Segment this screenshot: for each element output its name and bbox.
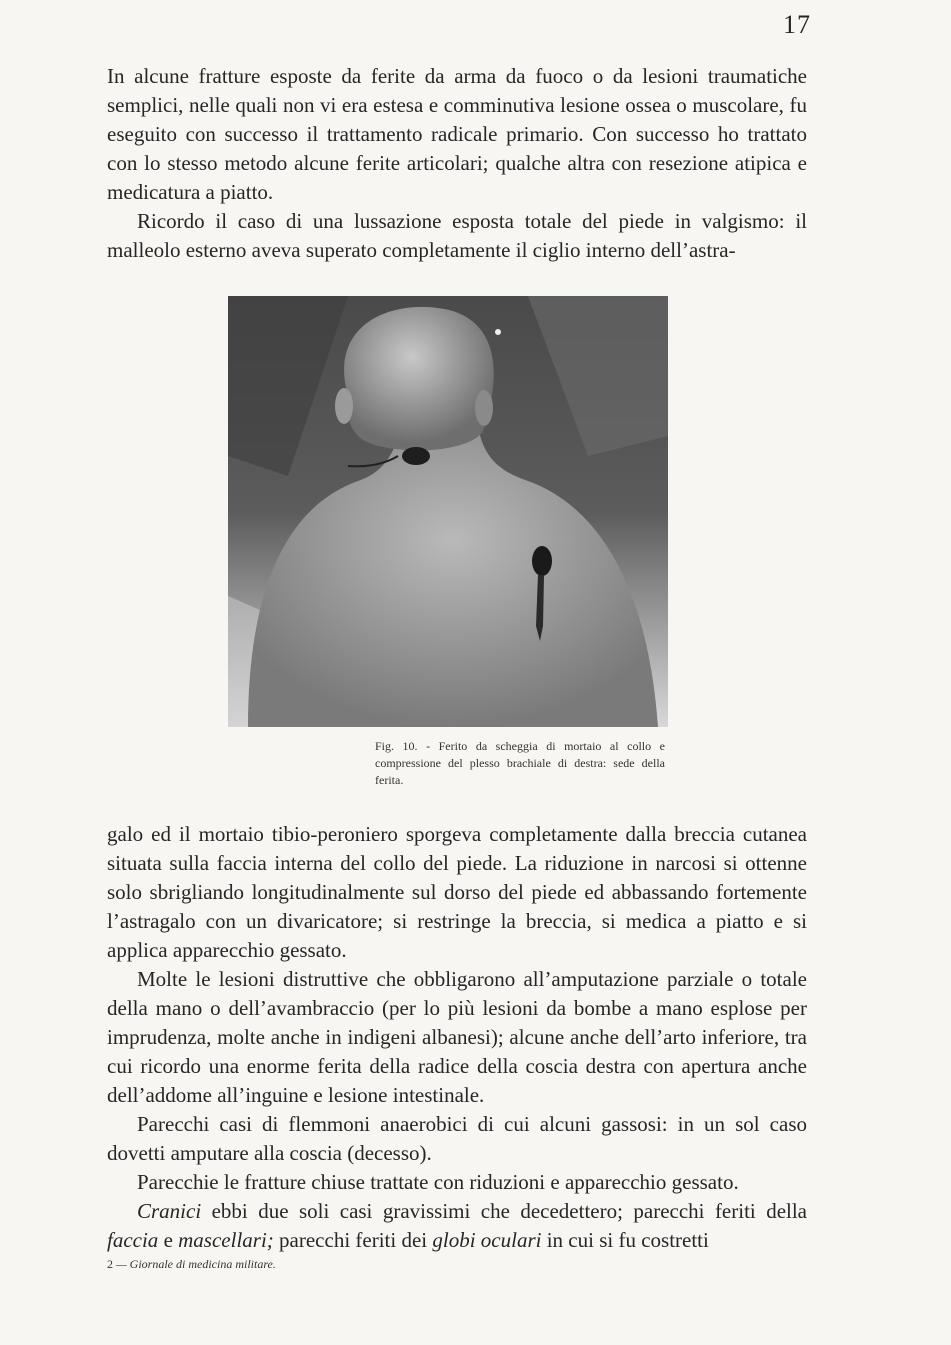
italic-term: mascellari;	[178, 1228, 274, 1252]
paragraph: In alcune fratture esposte da ferite da arma da fuoco o da lesioni traumatiche semplici, nelle quali non vi era estesa e comminutiva lesione ossea o muscolare, fu eseguito con successo il trattamento radicale primario. Con successo ho trattato con lo stesso metodo alcune ferite articolari; qualche altra con resezione atipica e medicatura a piatto.	[107, 64, 807, 204]
figure-caption: Fig. 10. - Ferito da scheggia di mortaio al collo e compressione del plesso brachiale di destra: sede della ferita.	[375, 739, 665, 787]
footer-signature	[107, 1257, 276, 1272]
text-run: e	[158, 1228, 179, 1252]
paragraph: Ricordo il caso di una lussazione esposta totale del piede in valgismo: il malleolo esterno aveva superato completamente il ciglio interno dell’astra-	[107, 209, 807, 262]
italic-term: faccia	[107, 1228, 159, 1252]
italic-term: globi oculari	[432, 1228, 542, 1252]
paragraph: Parecchie le fratture chiuse trattate con riduzioni e apparecchio gessato.	[137, 1170, 739, 1194]
text-run: ebbi due soli casi gravissimi che decedettero; parecchi feriti della	[201, 1199, 807, 1223]
text-run: in cui si fu costretti	[541, 1228, 709, 1252]
signature-number: 2	[107, 1257, 113, 1271]
paragraph: Parecchi casi di flemmoni anaerobici di cui alcuni gassosi: in un sol caso dovetti amputare alla coscia (decesso).	[107, 1112, 807, 1165]
paragraph: Molte le lesioni distruttive che obbligarono all’amputazione parziale o totale della mano o dell’avambraccio (per lo più lesioni da bombe a mano esplose per imprudenza, molte anche in indigeni albanesi); alcune anche dell’arto inferiore, tra cui ricordo una enorme ferita della radice della coscia destra con apertura anche dell’addome all’inguine e lesione intestinale.	[107, 967, 807, 1107]
italic-term: Cranici	[137, 1199, 202, 1223]
figure-photo	[228, 296, 668, 727]
photo-patient-back	[228, 296, 668, 727]
paragraph-last	[107, 1197, 807, 1255]
text-run: parecchi feriti dei	[273, 1228, 433, 1252]
paragraph: galo ed il mortaio tibio-peroniero sporgeva completamente dalla breccia cutanea situata sulla faccia interna del collo del piede. La riduzione in narcosi si ottenne solo sbrigliando longitudinalmente sul dorso del piede ed abbassando fortemente l’astragalo con un divaricatore; si restringe la breccia, si medica a piatto e si applica apparecchio gessato.	[107, 822, 807, 962]
page-number: 17	[783, 10, 811, 39]
text-block-top	[107, 62, 807, 265]
text-block-bottom	[107, 820, 807, 1255]
journal-title: — Giornale di medicina militare.	[116, 1257, 276, 1271]
